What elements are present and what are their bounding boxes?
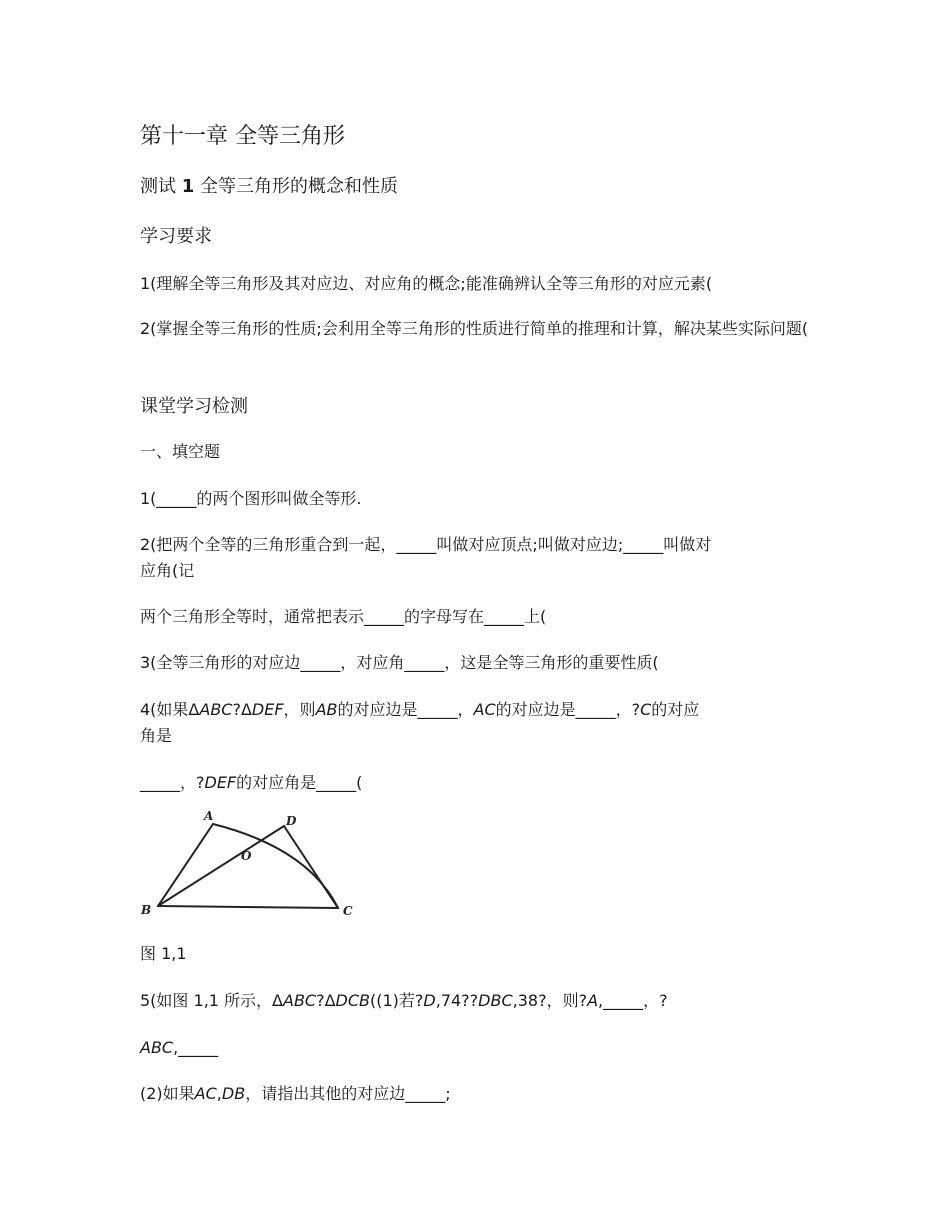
figure-caption: 图 1,1 xyxy=(140,944,187,963)
q4-text: 4(如果Δ xyxy=(140,700,200,719)
test-name: 全等三角形的概念和性质 xyxy=(200,176,398,197)
question-1: 1(_____的两个图形叫做全等形. xyxy=(140,489,362,508)
requirement-item-2: 2(掌握全等三角形的性质;会利用全等三角形的性质进行简单的推理和计算，解决某些实际问题( xyxy=(140,319,809,338)
segment-bd xyxy=(158,826,284,906)
label-a: A xyxy=(204,809,214,823)
q5-text: ?Δ xyxy=(316,991,336,1010)
label-d: D xyxy=(286,814,297,828)
segment-ac xyxy=(213,824,338,908)
q4-text: 的对应边是_____， xyxy=(337,700,474,719)
question-4-line-3 xyxy=(140,770,820,796)
question-5-line-2 xyxy=(140,1035,820,1061)
q5-text: , xyxy=(216,1084,222,1103)
q4-angle-c: C xyxy=(640,700,652,719)
question-5-line-1 xyxy=(140,988,820,1014)
question-5-line-3 xyxy=(140,1081,820,1107)
q4-text: ，则 xyxy=(283,700,316,719)
requirement-item-1: 1(理解全等三角形及其对应边、对应角的概念;能准确辨认全等三角形的对应元素( xyxy=(140,274,713,293)
chapter-title: 第十一章 全等三角形 xyxy=(140,124,345,149)
q5-text: ,38?，则? xyxy=(512,991,588,1010)
q5-text: ,74?? xyxy=(435,991,479,1010)
question-2-line-3: 两个三角形全等时，通常把表示_____的字母写在_____上( xyxy=(140,607,547,626)
q5-text: ,_____ xyxy=(173,1038,219,1057)
q5-triangle-abc: ABC xyxy=(283,991,317,1010)
q4-side-ac: AC xyxy=(473,700,496,719)
q5-side-ac: AC xyxy=(194,1084,217,1103)
question-4-line-2: 角是 xyxy=(140,726,173,745)
q5-text: ，请指出其他的对应边_____; xyxy=(245,1084,451,1103)
q4-triangle-def: DEF xyxy=(251,700,284,719)
q4-text: _____，? xyxy=(140,773,205,792)
question-2-line-2: 应角(记 xyxy=(140,561,195,580)
q4-text: 的对应 xyxy=(651,700,700,719)
question-2-line-1: 2(把两个全等的三角形重合到一起，_____叫做对应顶点;叫做对应边;_____叫做对 xyxy=(140,535,712,554)
label-b: B xyxy=(141,903,152,917)
label-c: C xyxy=(343,904,353,918)
q5-angle-a: A xyxy=(587,991,599,1010)
question-3: 3(全等三角形的对应边_____，对应角_____，这是全等三角形的重要性质( xyxy=(140,653,659,672)
test-number: 1 xyxy=(181,176,195,197)
q5-side-db: DB xyxy=(221,1084,246,1103)
q5-angle-abc: ABC xyxy=(140,1038,174,1057)
q4-angle-def: DEF xyxy=(204,773,237,792)
q5-text: 5(如图 1,1 所示，Δ xyxy=(140,991,283,1010)
triangle-figure xyxy=(138,808,360,920)
q5-text: (2)如果 xyxy=(140,1084,195,1103)
test-title xyxy=(140,174,820,200)
test-prefix: 测试 xyxy=(140,176,176,197)
q4-text: ?Δ xyxy=(232,700,252,719)
q5-angle-d: D xyxy=(423,991,436,1010)
section-heading: 一、填空题 xyxy=(140,442,221,461)
q4-text: 的对应角是_____( xyxy=(236,773,363,792)
q5-angle-dbc: DBC xyxy=(478,991,513,1010)
segment-ba xyxy=(158,824,213,906)
q5-triangle-dcb: DCB xyxy=(335,991,370,1010)
requirements-heading: 学习要求 xyxy=(140,226,212,247)
q4-text: 的对应边是_____，? xyxy=(495,700,641,719)
q4-side-ab: AB xyxy=(315,700,338,719)
segment-bc xyxy=(158,906,338,908)
q5-text: ((1)若? xyxy=(370,991,424,1010)
q5-text: ,_____，? xyxy=(598,991,668,1010)
label-o: O xyxy=(241,849,252,863)
segment-dc xyxy=(284,826,338,908)
classroom-heading: 课堂学习检测 xyxy=(140,396,248,417)
question-4-line-1 xyxy=(140,697,820,723)
q4-triangle-abc: ABC xyxy=(199,700,233,719)
